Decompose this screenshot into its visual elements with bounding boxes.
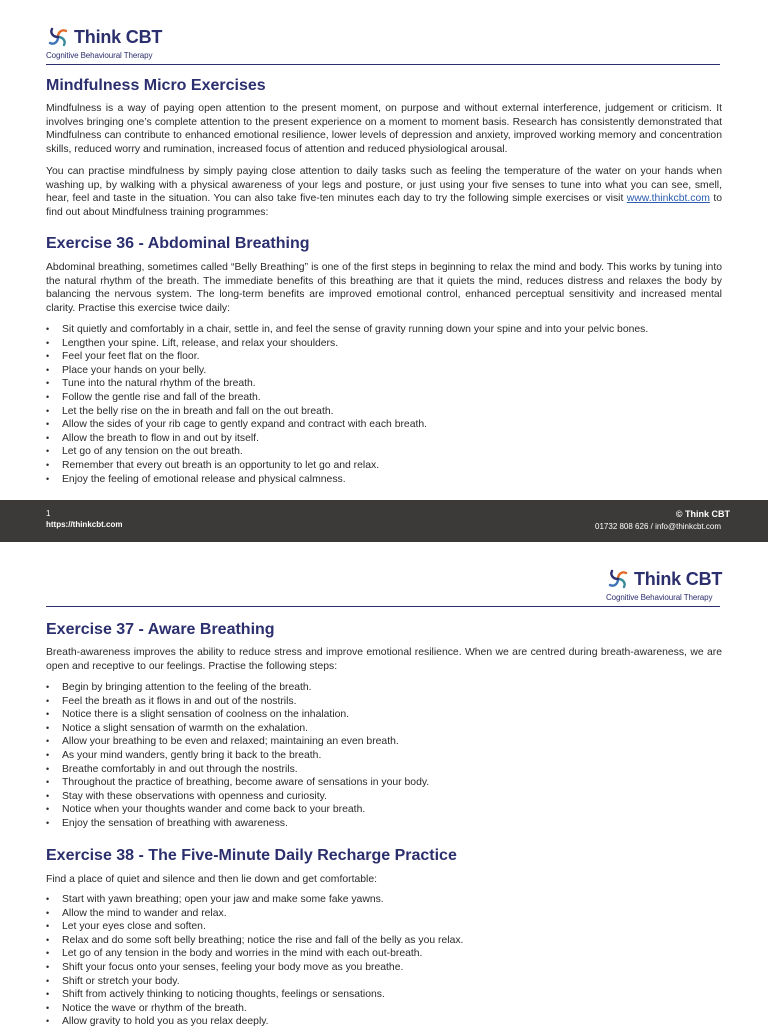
list-item: • Notice a slight sensation of warmth on the exhalation.: [46, 722, 726, 736]
list-item: • Relax and do some soft belly breathing; notice the rise and fall of the belly as you relax.: [46, 934, 726, 948]
list-item: • Throughout the practice of breathing, become aware of sensations in your body.: [46, 776, 726, 790]
brand-tagline: Cognitive Behavioural Therapy: [606, 593, 713, 602]
list-item: • Stay with these observations with openness and curiosity.: [46, 790, 726, 804]
header-rule: [46, 606, 720, 607]
exercise-37-intro: Breath-awareness improves the ability to reduce stress and improve emotional resilience. When we are centred during breath-awareness, we are open and receptive to our feelings. Practise the following steps:: [46, 647, 722, 672]
list-item: • Allow gravity to hold you as you relax deeply.: [46, 1015, 726, 1029]
list-item: • Let your eyes close and soften.: [46, 920, 726, 934]
brain-spiral-icon: [46, 25, 70, 49]
page-title: Mindfulness Micro Exercises: [46, 77, 266, 94]
list-item: • Notice when your thoughts wander and come back to your breath.: [46, 803, 726, 817]
list-item: • Let the belly rise on the in breath and fall on the out breath.: [46, 405, 726, 419]
list-item: • Allow the breath to flow in and out by itself.: [46, 432, 726, 446]
list-item: • Let go of any tension in the body and worries in the mind with each out-breath.: [46, 947, 726, 961]
exercise-38-intro: Find a place of quiet and silence and then lie down and get comfortable:: [46, 874, 377, 885]
footer-url-link[interactable]: https://thinkcbt.com: [46, 520, 123, 529]
intro-paragraph-1: Mindfulness is a way of paying open attention to the present moment, on purpose and without external interference, judgement or criticism. It involves bringing one’s complete attention to the present experience on a moment to moment basis. Research has consistently demonstrated that Mindfulness can contribute to enhanced emotional resilience, lower levels of depression and anxiety, improved working memory and concentration skills, reduced worry and rumination, increased focus of attention and reduced physiological arousal.: [46, 103, 722, 155]
exercise-38-steps: [46, 893, 726, 1029]
exercise-37-steps: [46, 681, 726, 831]
list-item: • Remember that every out breath is an opportunity to let go and relax.: [46, 459, 726, 473]
list-item: • Enjoy the feeling of emotional release and physical calmness.: [46, 473, 726, 487]
brain-spiral-icon: [606, 567, 630, 591]
intro-paragraph-2-tail: to find out about Mindfulness training programmes:: [46, 193, 722, 218]
think-cbt-logo: [606, 567, 722, 603]
list-item: • Feel the breath as it flows in and out of the nostrils.: [46, 695, 726, 709]
page-number: 1: [46, 509, 51, 518]
think-cbt-logo: [46, 25, 162, 61]
list-item: • Tune into the natural rhythm of the breath.: [46, 377, 726, 391]
exercise-38-heading: Exercise 38 - The Five-Minute Daily Recharge Practice: [46, 847, 457, 864]
list-item: • Notice there is a slight sensation of coolness on the inhalation.: [46, 708, 726, 722]
list-item: • Place your hands on your belly.: [46, 364, 726, 378]
intro-paragraph-2: [46, 165, 722, 219]
list-item: • As your mind wanders, gently bring it back to the breath.: [46, 749, 726, 763]
exercise-36-steps: [46, 323, 726, 486]
list-item: • Shift from actively thinking to noticing thoughts, feelings or sensations.: [46, 988, 726, 1002]
page-footer: [0, 500, 768, 542]
list-item: • Breathe comfortably in and out through the nostrils.: [46, 763, 726, 777]
exercise-36-intro: Abdominal breathing, sometimes called “Belly Breathing” is one of the first steps in beginning to relax the mind and body. This works by tuning into the natural rhythm of the breath. The immediate benefits of this breathing are that it quiets the mind, reduces distress and relaxes the body by balancing the nervous system. The long-term benefits are improved emotional control, enhanced perceptual sensitivity and increased mental clarity. Practise this exercise twice daily:: [46, 262, 722, 314]
footer-contact[interactable]: 01732 808 626 / info@thinkcbt.com: [595, 522, 721, 531]
list-item: • Feel your feet flat on the floor.: [46, 350, 726, 364]
list-item: • Begin by bringing attention to the feeling of the breath.: [46, 681, 726, 695]
brand-name: Think CBT: [634, 569, 723, 589]
list-item: • Notice the wave or rhythm of the breath.: [46, 1002, 726, 1016]
list-item: • Enjoy the sensation of breathing with awareness.: [46, 817, 726, 831]
list-item: • Allow your breathing to be even and relaxed; maintaining an even breath.: [46, 735, 726, 749]
list-item: • Allow the mind to wander and relax.: [46, 907, 726, 921]
list-item: • Start with yawn breathing; open your jaw and make some fake yawns.: [46, 893, 726, 907]
list-item: • Let go of any tension on the out breath.: [46, 445, 726, 459]
header-rule: [46, 64, 720, 65]
exercise-36-heading: Exercise 36 - Abdominal Breathing: [46, 235, 310, 252]
exercise-37-heading: Exercise 37 - Aware Breathing: [46, 621, 275, 638]
brand-name: Think CBT: [74, 27, 163, 47]
list-item: • Allow the sides of your rib cage to gently expand and contract with each breath.: [46, 418, 726, 432]
document-page-2: [0, 542, 768, 1028]
list-item: • Shift your focus onto your senses, feeling your body move as you breathe.: [46, 961, 726, 975]
intro-paragraph-2-text: You can practise mindfulness by simply paying close attention to daily tasks such as feeling the temperature of the water on your hands when washing up, by walking with a physical awareness of your legs and posture, or just using your five senses to tune into what you can see, smell, hear, feel and taste in the situation. You can also take five-ten minutes each day to try the following simple exercises or visit: [46, 166, 722, 205]
list-item: • Sit quietly and comfortably in a chair, settle in, and feel the sense of gravity running down your spine and into your pelvic bones.: [46, 323, 726, 337]
thinkcbt-link[interactable]: www.thinkcbt.com: [626, 193, 710, 205]
footer-copyright: © Think CBT: [675, 509, 730, 519]
brand-tagline: Cognitive Behavioural Therapy: [46, 51, 153, 60]
list-item: • Follow the gentle rise and fall of the breath.: [46, 391, 726, 405]
list-item: • Lengthen your spine. Lift, release, and relax your shoulders.: [46, 337, 726, 351]
list-item: • Shift or stretch your body.: [46, 975, 726, 989]
